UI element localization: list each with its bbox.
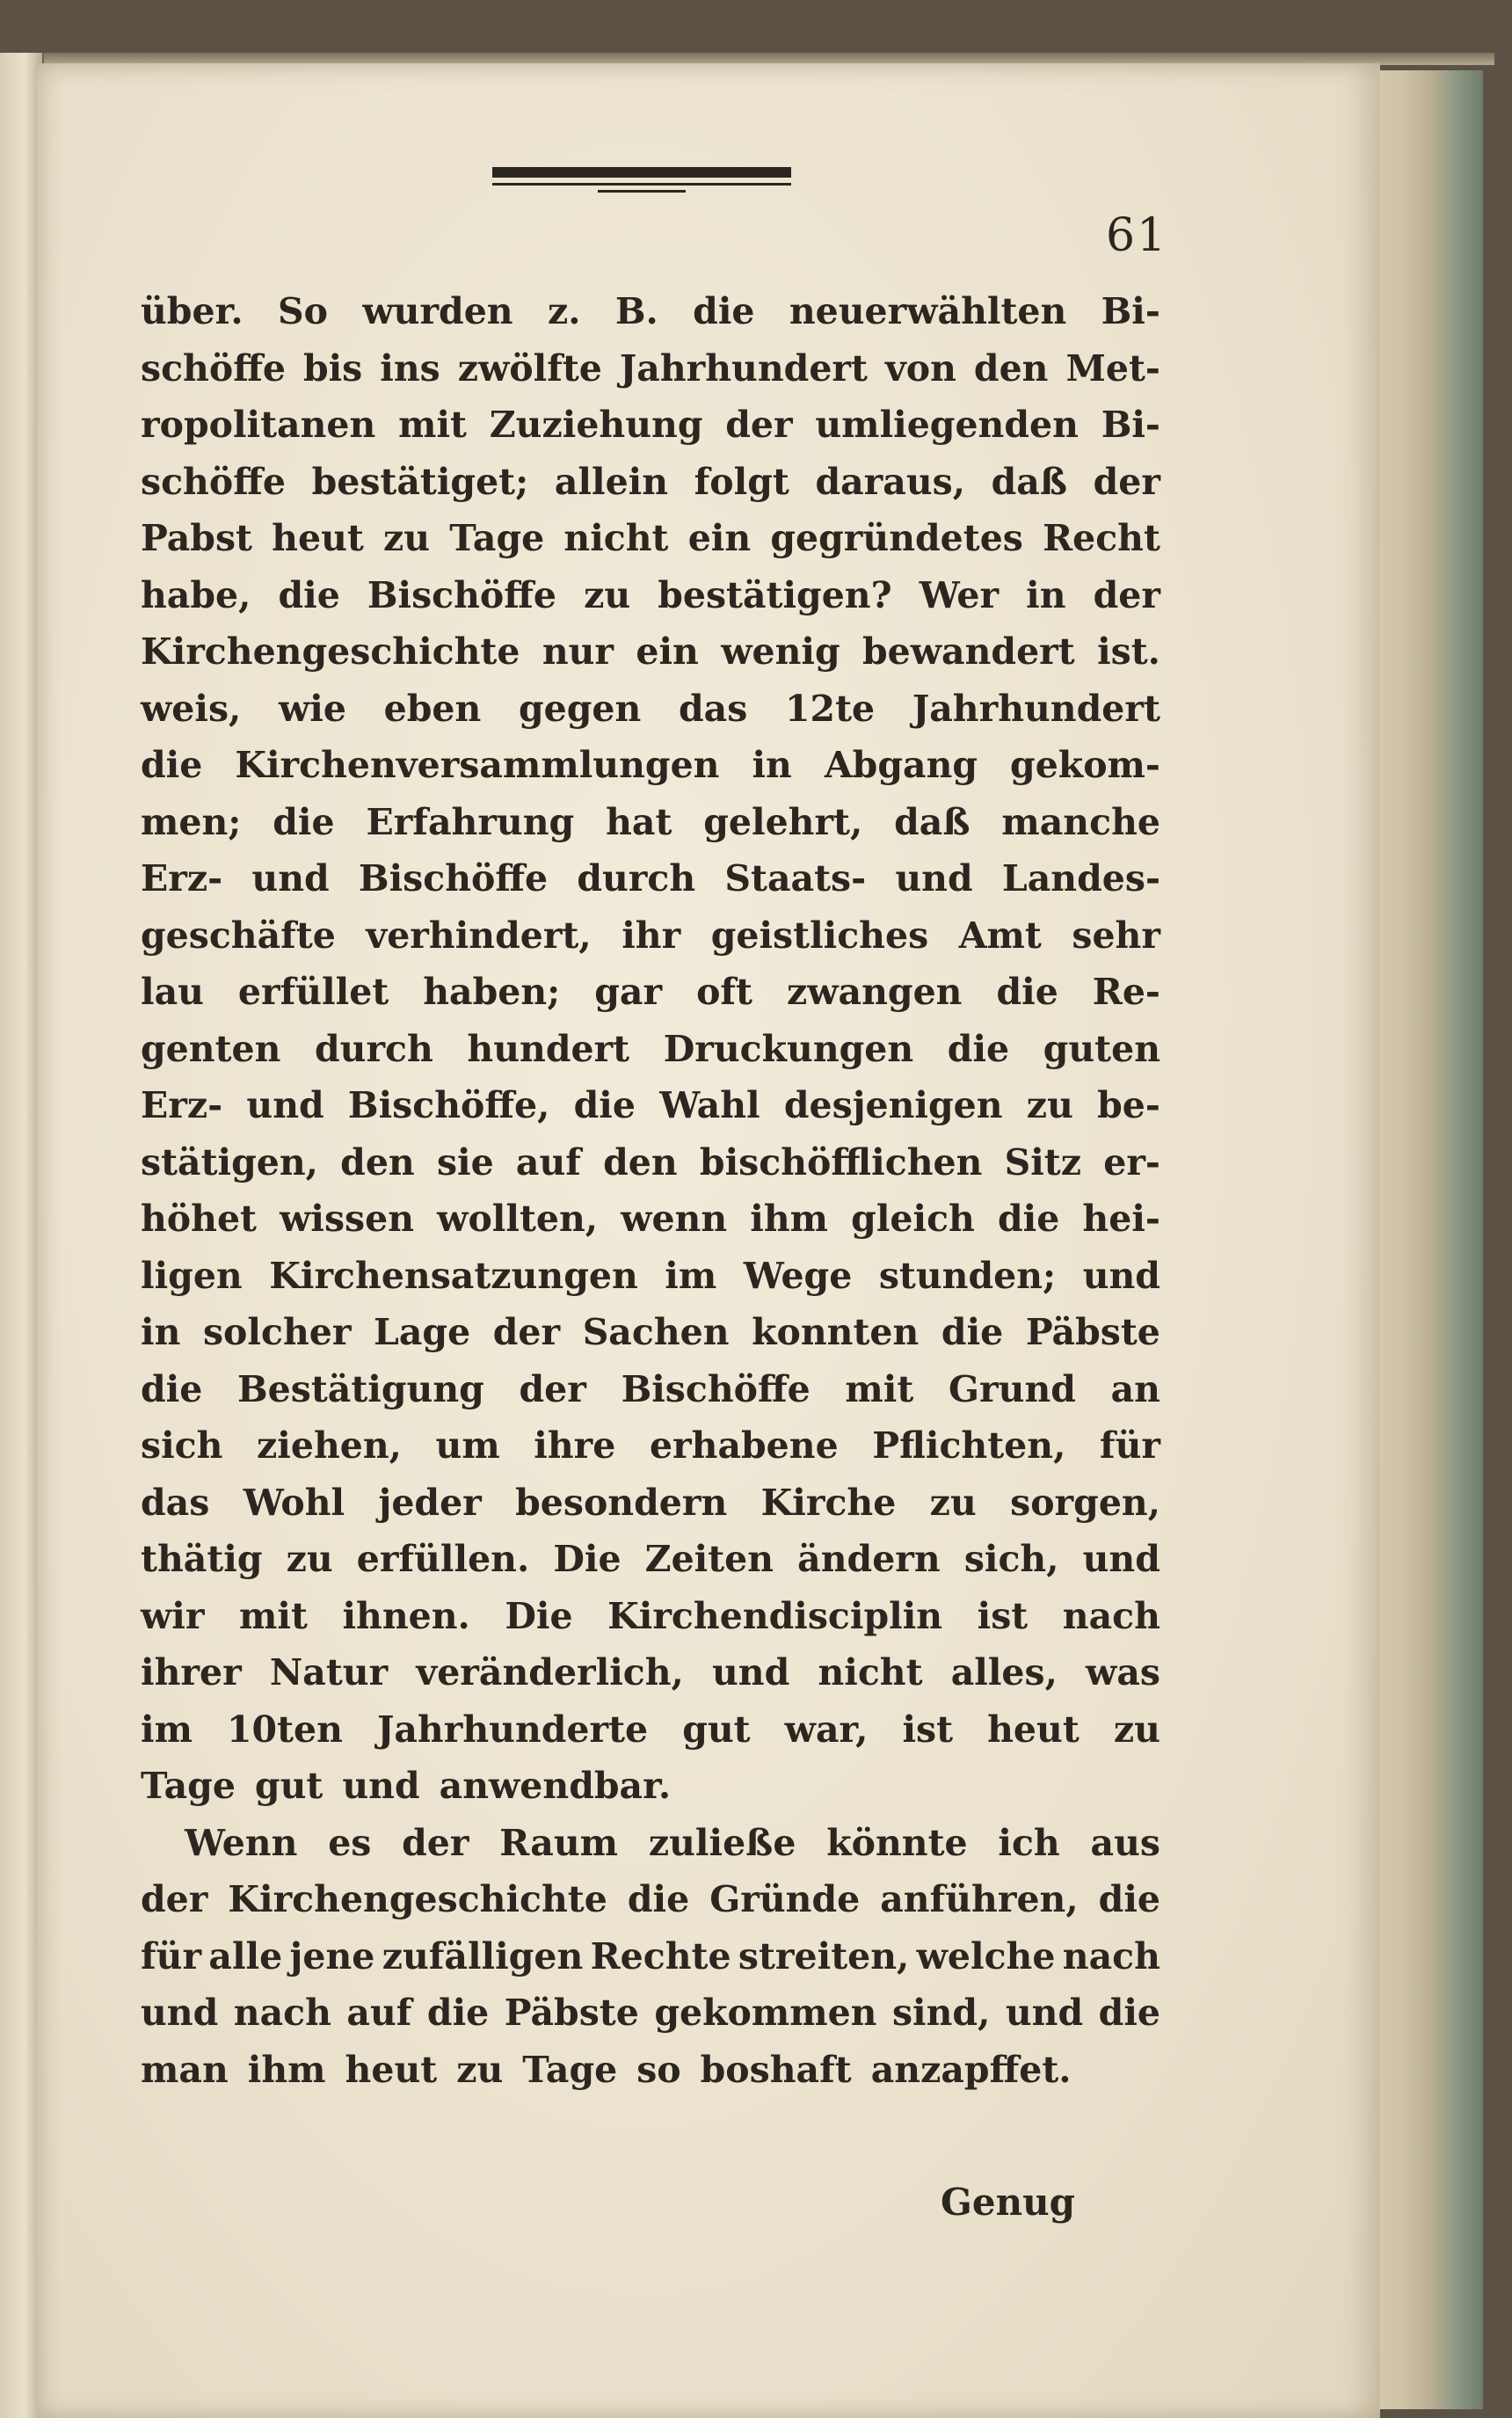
text-line: Kirchengeschichte nur ein wenig bewandert ist.	[141, 630, 1160, 673]
text-line: Pabst heut zu Tage nicht ein gegründetes Recht	[141, 517, 1160, 559]
text-line: man ihm heut zu Tage so boshaft anzapffet.	[141, 2048, 1072, 2091]
text-line: lau erfüllet haben; gar oft zwangen die Re-	[141, 971, 1160, 1013]
text-line: men; die Erfahrung hat gelehrt, daß manche	[141, 800, 1160, 843]
text-line: für alle jene zufälligen Rechte streiten, welche nach	[141, 1934, 1160, 1977]
text-line: schöffe bestätiget; allein folgt daraus, daß der	[141, 460, 1160, 503]
text-line: Erz- und Bischöffe durch Staats- und Landes-	[141, 857, 1160, 899]
text-line: thätig zu erfüllen. Die Zeiten ändern sich, und	[141, 1538, 1160, 1580]
text-line: die Kirchenversammlungen in Abgang gekom-	[141, 744, 1160, 786]
text-line: in solcher Lage der Sachen konnten die Päbste	[141, 1311, 1160, 1353]
text-line: ihrer Natur veränderlich, und nicht alles, was	[141, 1651, 1160, 1693]
text-line: schöffe bis ins zwölfte Jahrhundert von den Met-	[141, 346, 1160, 390]
text-line: ligen Kirchensatzungen im Wege stunden; und	[141, 1254, 1160, 1297]
body-text	[141, 283, 1160, 2098]
text-line: habe, die Bischöffe zu bestätigen? Wer in der	[141, 573, 1160, 616]
text-line: höhet wissen wollten, wenn ihm gleich die hei-	[141, 1198, 1160, 1240]
text-line: Erz- und Bischöffe, die Wahl desjenigen zu be-	[141, 1084, 1160, 1126]
text-line: der Kirchengeschichte die Gründe anführen, die	[141, 1878, 1160, 1920]
text-line: stätigen, den sie auf den bischöfflichen Sitz er-	[141, 1140, 1160, 1184]
header-ornament-rule	[492, 167, 791, 193]
text-line: und nach auf die Päbste gekommen sind, und die	[141, 1992, 1160, 2034]
text-line: Wenn es der Raum zuließe könnte ich aus	[185, 1821, 1160, 1864]
text-line: über. So wurden z. B. die neuerwählten Bi-	[141, 290, 1160, 332]
text-line: ropolitanen mit Zuziehung der umliegenden Bi-	[141, 404, 1160, 446]
text-line: genten durch hundert Druckungen die guten	[141, 1027, 1160, 1070]
text-line: sich ziehen, um ihre erhabene Pflichten, für	[141, 1424, 1160, 1467]
text-line: wir mit ihnen. Die Kirchendisciplin ist nach	[141, 1594, 1160, 1637]
text-line: weis, wie eben gegen das 12te Jahrhundert	[141, 687, 1160, 730]
text-line: das Wohl jeder besondern Kirche zu sorgen,	[141, 1481, 1160, 1524]
text-line: im 10ten Jahrhunderte gut war, ist heut zu	[141, 1708, 1160, 1751]
text-line: die Bestätigung der Bischöffe mit Grund an	[141, 1367, 1160, 1410]
page-stack-edge	[1367, 70, 1483, 2409]
text-line: geschäfte verhindert, ihr geistliches Amt sehr	[141, 914, 1160, 957]
text-line: Tage gut und anwendbar.	[141, 1765, 672, 1807]
page-number: 61	[1106, 209, 1168, 262]
catchword: Genug	[941, 2181, 1076, 2224]
